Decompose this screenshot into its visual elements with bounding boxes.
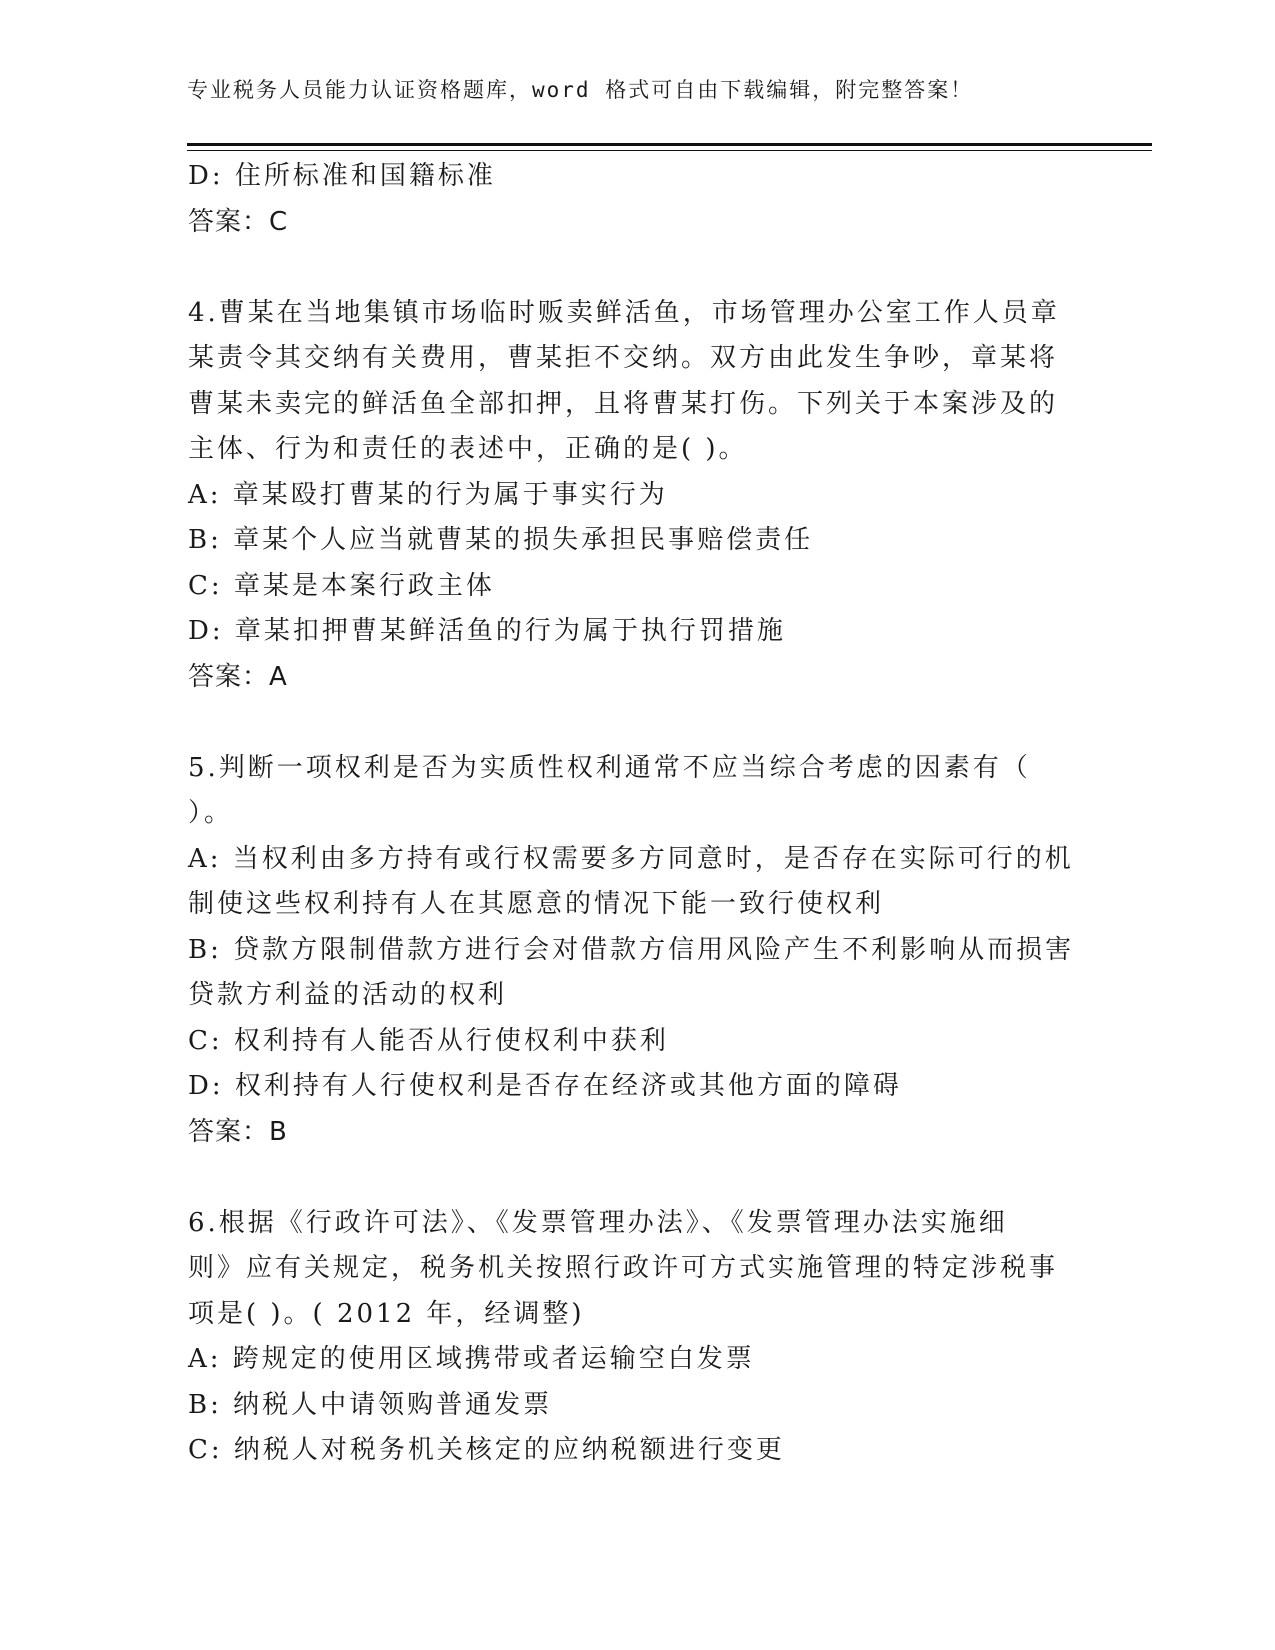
option-c: C: 权利持有人能否从行使权利中获利 — [188, 1025, 669, 1056]
option-c: C: 纳税人对税务机关核定的应纳税额进行变更 — [188, 1435, 785, 1465]
option-a: A: 跨规定的使用区域携带或者运输空白发票 — [188, 1344, 755, 1374]
spacer — [188, 245, 1088, 291]
question-stem-line: 则》应有关规定，税务机关按照行政许可方式实施管理的特定涉税事 — [188, 1253, 1059, 1283]
question-5 — [188, 746, 1088, 1156]
page-header: 专业税务人员能力认证资格题库，word 格式可自由下载编辑，附完整答案！ — [187, 78, 974, 102]
question-stem-line: 曹某未卖完的鲜活鱼全部扣押，且将曹某打伤。下列关于本案涉及的 — [188, 388, 1059, 419]
question-stem-line: ）。 — [188, 798, 234, 828]
header-rule-thin — [187, 150, 1152, 151]
option-b: B: 纳税人中请领购普通发票 — [188, 1389, 553, 1420]
option-a-continued: 制使这些权利持有人在其愿意的情况下能一致行使权利 — [188, 889, 885, 919]
header-rule-thick — [187, 143, 1152, 146]
answer: 答案：A — [188, 661, 288, 692]
question-4 — [188, 291, 1088, 701]
option-d: D: 权利持有人行使权利是否存在经济或其他方面的障碍 — [188, 1071, 902, 1101]
option-c: C: 章某是本案行政主体 — [188, 570, 495, 601]
answer: 答案：B — [188, 1116, 288, 1147]
document-body — [188, 154, 1088, 1474]
option-b: B: 贷款方限制借款方进行会对借款方信用风险产生不利影响从而损害 — [188, 934, 1075, 965]
option-a: A: 当权利由多方持有或行权需要多方同意时，是否存在实际可行的机 — [188, 843, 1074, 874]
spacer — [188, 1155, 1088, 1201]
option-d: D: 住所标准和国籍标准 — [188, 161, 496, 191]
question-stem-line: 项是( )。( 2012 年，经调整) — [188, 1298, 585, 1329]
answer: 答案：C — [188, 206, 289, 237]
spacer — [188, 700, 1088, 746]
option-d: D: 章某扣押曹某鲜活鱼的行为属于执行罚措施 — [188, 616, 786, 646]
question-stem-line: 5.判断一项权利是否为实质性权利通常不应当综合考虑的因素有（ — [188, 752, 1031, 783]
question-stem-line: 主体、行为和责任的表述中，正确的是( )。 — [188, 434, 748, 464]
option-a: A: 章某殴打曹某的行为属于事实行为 — [188, 479, 668, 510]
question-stem-line: 某责令其交纳有关费用，曹某拒不交纳。双方由此发生争吵，章某将 — [188, 343, 1059, 373]
question-stem-line: 4.曹某在当地集镇市场临时贩卖鲜活鱼，市场管理办公室工作人员章 — [188, 297, 1060, 328]
question-6 — [188, 1201, 1088, 1474]
question-stem-line: 6.根据《行政许可法》、《发票管理办法》、《发票管理办法实施细 — [188, 1207, 1008, 1238]
option-b: B: 章某个人应当就曹某的损失承担民事赔偿责任 — [188, 525, 814, 555]
option-b-continued: 贷款方利益的活动的权利 — [188, 980, 508, 1010]
